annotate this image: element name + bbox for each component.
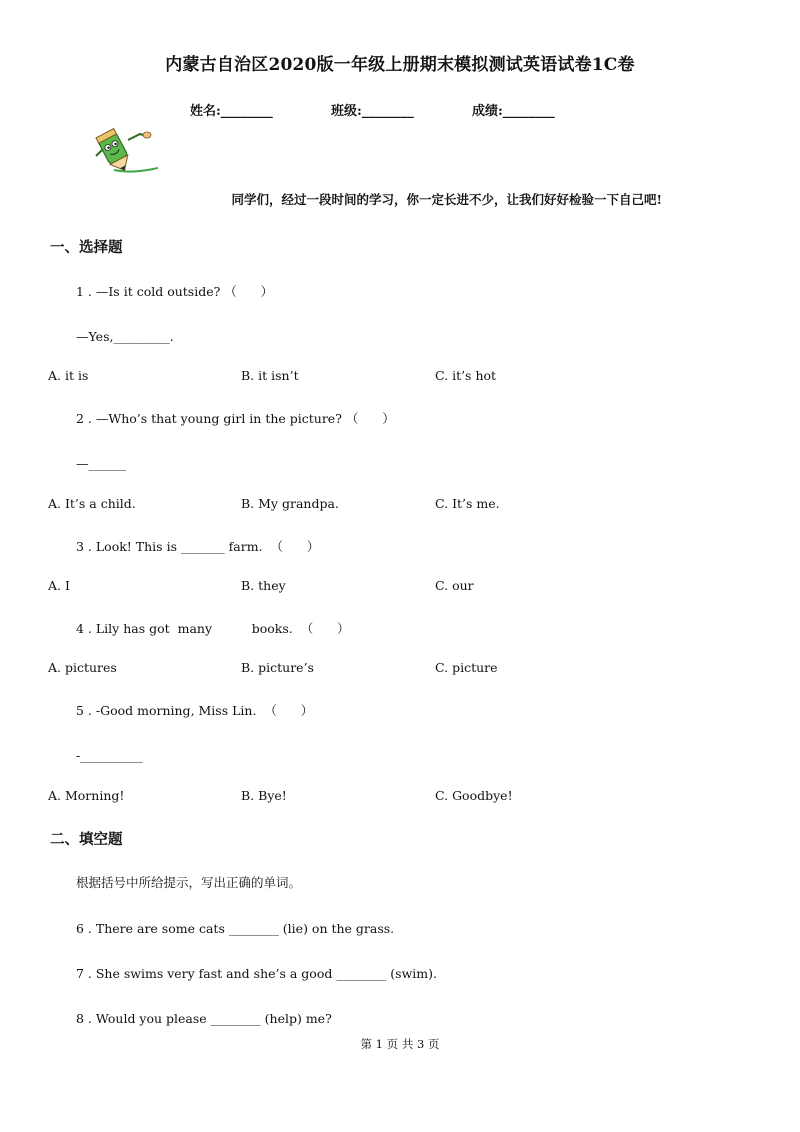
question-5-stem: 5 . -Good morning, Miss Lin. （ ） [76,703,314,718]
question-2-stem: 2 . —Who’s that young girl in the picture? （ ） [76,411,395,426]
question-5-option-c: C. Goodbye! [435,788,513,803]
question-2-option-b: B. My grandpa. [241,496,339,511]
question-3-option-c: C. our [435,578,474,593]
fill-instruction: 根据括号中所给提示，写出正确的单词。 [76,875,302,890]
question-2-line2: —______ [76,456,126,471]
score-field: 成绩:________ [472,104,555,119]
section-heading-choice: 一、选择题 [50,239,123,256]
question-6: 6 . There are some cats ________ (lie) on the grass. [76,921,395,936]
question-4-stem: 4 . Lily has got many books. （ ） [76,621,350,636]
question-2-option-a: A. It’s a child. [48,496,136,511]
page-title: 内蒙古自治区2020版一年级上册期末模拟测试英语试卷1C卷 [165,55,635,75]
question-3-stem: 3 . Look! This is _______ farm. （ ） [76,539,320,554]
question-3-option-a: A. I [48,578,70,593]
question-7: 7 . She swims very fast and she’s a good ________ (swim). [76,966,437,981]
question-4-option-c: C. picture [435,660,498,675]
question-1-option-b: B. it isn’t [241,368,299,383]
question-5-option-a: A. Morning! [48,788,125,803]
question-3-option-b: B. they [241,578,286,593]
question-5-line2: -__________ [76,748,143,763]
question-4-option-a: A. pictures [48,660,117,675]
question-4-option-b: B. picture’s [241,660,314,675]
question-1-option-a: A. it is [48,368,89,383]
question-8: 8 . Would you please ________ (help) me? [76,1011,332,1026]
section-heading-fill: 二、填空题 [50,831,123,848]
question-1-option-c: C. it’s hot [435,368,497,383]
question-1-stem: 1 . —Is it cold outside? （ ） [76,284,274,299]
pencil-mascot-icon [92,124,158,176]
question-5-option-b: B. Bye! [241,788,287,803]
question-1-line2: —Yes,_________. [76,329,174,344]
class-field: 班级:________ [331,104,414,119]
name-field: 姓名:________ [190,104,273,119]
page-footer: 第 1 页 共 3 页 [360,1037,440,1051]
question-2-option-c: C. It’s me. [435,496,500,511]
intro-text: 同学们，经过一段时间的学习，你一定长进不少，让我们好好检验一下自己吧! [231,192,662,207]
